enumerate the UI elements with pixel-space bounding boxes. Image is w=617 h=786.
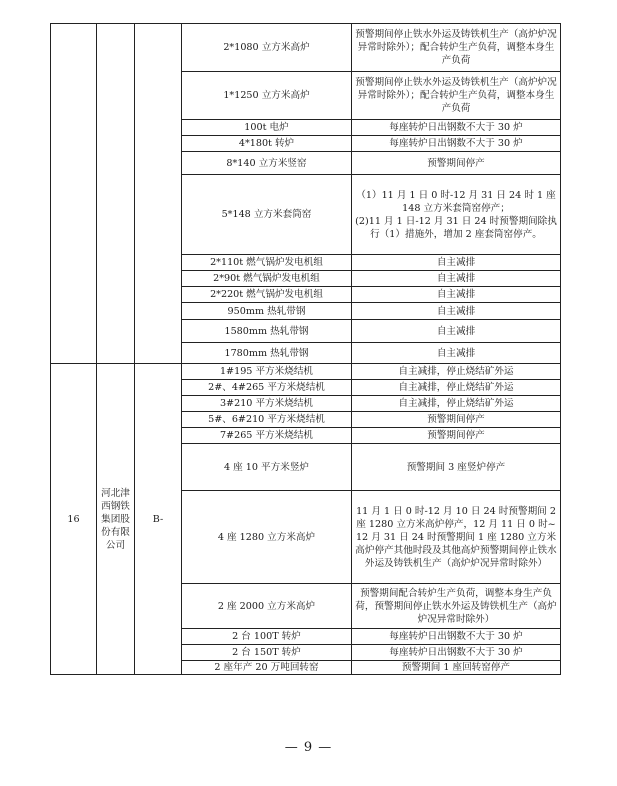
table-body: [51, 24, 561, 675]
equipment-cell: 2#、4#265 平方米烧结机: [182, 380, 352, 396]
equipment-cell: 7#265 平方米烧结机: [182, 428, 352, 444]
company-name-cell: 河北津西钢铁集团股份有限公司: [97, 364, 135, 675]
equipment-cell: 2 座 2000 立方米高炉: [182, 584, 352, 629]
company-name-cell: [97, 24, 135, 364]
measure-cell: 预警期间停产: [352, 428, 561, 444]
measure-cell: 每座转炉日出钢数不大于 30 炉: [352, 120, 561, 136]
equipment-cell: 4 座 10 平方米竖炉: [182, 444, 352, 491]
equipment-cell: 4*180t 转炉: [182, 136, 352, 152]
measure-cell: 预警期间 3 座竖炉停产: [352, 444, 561, 491]
level-cell: B-: [135, 364, 182, 675]
equipment-cell: 8*140 立方米竖窑: [182, 152, 352, 175]
equipment-cell: 950mm 热轧带钢: [182, 303, 352, 320]
equipment-cell: 5#、6#210 平方米烧结机: [182, 412, 352, 428]
equipment-cell: 1580mm 热轧带钢: [182, 320, 352, 343]
row-number-cell: [51, 24, 97, 364]
measure-cell: 预警期间配合转炉生产负荷，调整本身生产负荷，预警期间停止铁水外运及铸铁机生产（高炉炉况异常时除外）: [352, 584, 561, 629]
equipment-cell: 5*148 立方米套筒窑: [182, 175, 352, 255]
measure-cell: 预警期间 1 座回转窑停产: [352, 661, 561, 675]
equipment-cell: 2 台 150T 转炉: [182, 645, 352, 661]
table-row: [51, 24, 561, 72]
measure-cell: 自主减排，停止烧结矿外运: [352, 396, 561, 412]
equipment-cell: 3#210 平方米烧结机: [182, 396, 352, 412]
measure-cell: 每座转炉日出钢数不大于 30 炉: [352, 136, 561, 152]
equipment-cell: 1#195 平方米烧结机: [182, 364, 352, 380]
table-row: [51, 364, 561, 380]
measure-cell: 每座转炉日出钢数不大于 30 炉: [352, 645, 561, 661]
level-cell: [135, 24, 182, 364]
equipment-cell: 2 座年产 20 万吨回转窑: [182, 661, 352, 675]
equipment-cell: 2*1080 立方米高炉: [182, 24, 352, 72]
equipment-cell: 2*90t 燃气锅炉发电机组: [182, 271, 352, 287]
measure-cell: 自主减排: [352, 255, 561, 271]
row-number-cell: 16: [51, 364, 97, 675]
equipment-cell: 2*220t 燃气锅炉发电机组: [182, 287, 352, 303]
measure-cell: 11 月 1 日 0 时-12 月 10 日 24 时预警期间 2 座 1280 立方米高炉停产，12 月 11 日 0 时~12 月 31 日 24 时预警期间 1 座 1280 立方米高炉停产其他时段及其他高炉预警期间停止铁水外运及铸铁机生产（高炉炉况异常时除外）: [352, 491, 561, 584]
measure-cell: 预警期间停产: [352, 412, 561, 428]
equipment-cell: 1780mm 热轧带钢: [182, 343, 352, 364]
measure-cell: （1）11 月 1 日 0 时-12 月 31 日 24 时 1 座 148 立方米套筒窑停产； (2)11 月 1 日-12 月 31 日 24 时预警期间除执行（1）措施外，增加 2 座套筒窑停产。: [352, 175, 561, 255]
measure-cell: 自主减排: [352, 271, 561, 287]
measure-cell: 自主减排: [352, 303, 561, 320]
measure-cell: 预警期间停产: [352, 152, 561, 175]
equipment-cell: 2 台 100T 转炉: [182, 629, 352, 645]
measure-cell: 自主减排: [352, 287, 561, 303]
equipment-cell: 1*1250 立方米高炉: [182, 72, 352, 120]
measure-cell: 自主减排，停止烧结矿外运: [352, 380, 561, 396]
measure-cell: 自主减排: [352, 343, 561, 364]
equipment-cell: 100t 电炉: [182, 120, 352, 136]
measure-cell: 每座转炉日出钢数不大于 30 炉: [352, 629, 561, 645]
equipment-cell: 2*110t 燃气锅炉发电机组: [182, 255, 352, 271]
equipment-cell: 4 座 1280 立方米高炉: [182, 491, 352, 584]
measure-cell: 预警期间停止铁水外运及铸铁机生产（高炉炉况异常时除外）；配合转炉生产负荷，调整本身生产负荷: [352, 24, 561, 72]
measure-cell: 预警期间停止铁水外运及铸铁机生产（高炉炉况异常时除外）；配合转炉生产负荷，调整本身生产负荷: [352, 72, 561, 120]
measure-cell: 自主减排: [352, 320, 561, 343]
measure-cell: 自主减排，停止烧结矿外运: [352, 364, 561, 380]
emission-measures-table: [50, 23, 561, 675]
page-number: — 9 —: [284, 740, 333, 755]
